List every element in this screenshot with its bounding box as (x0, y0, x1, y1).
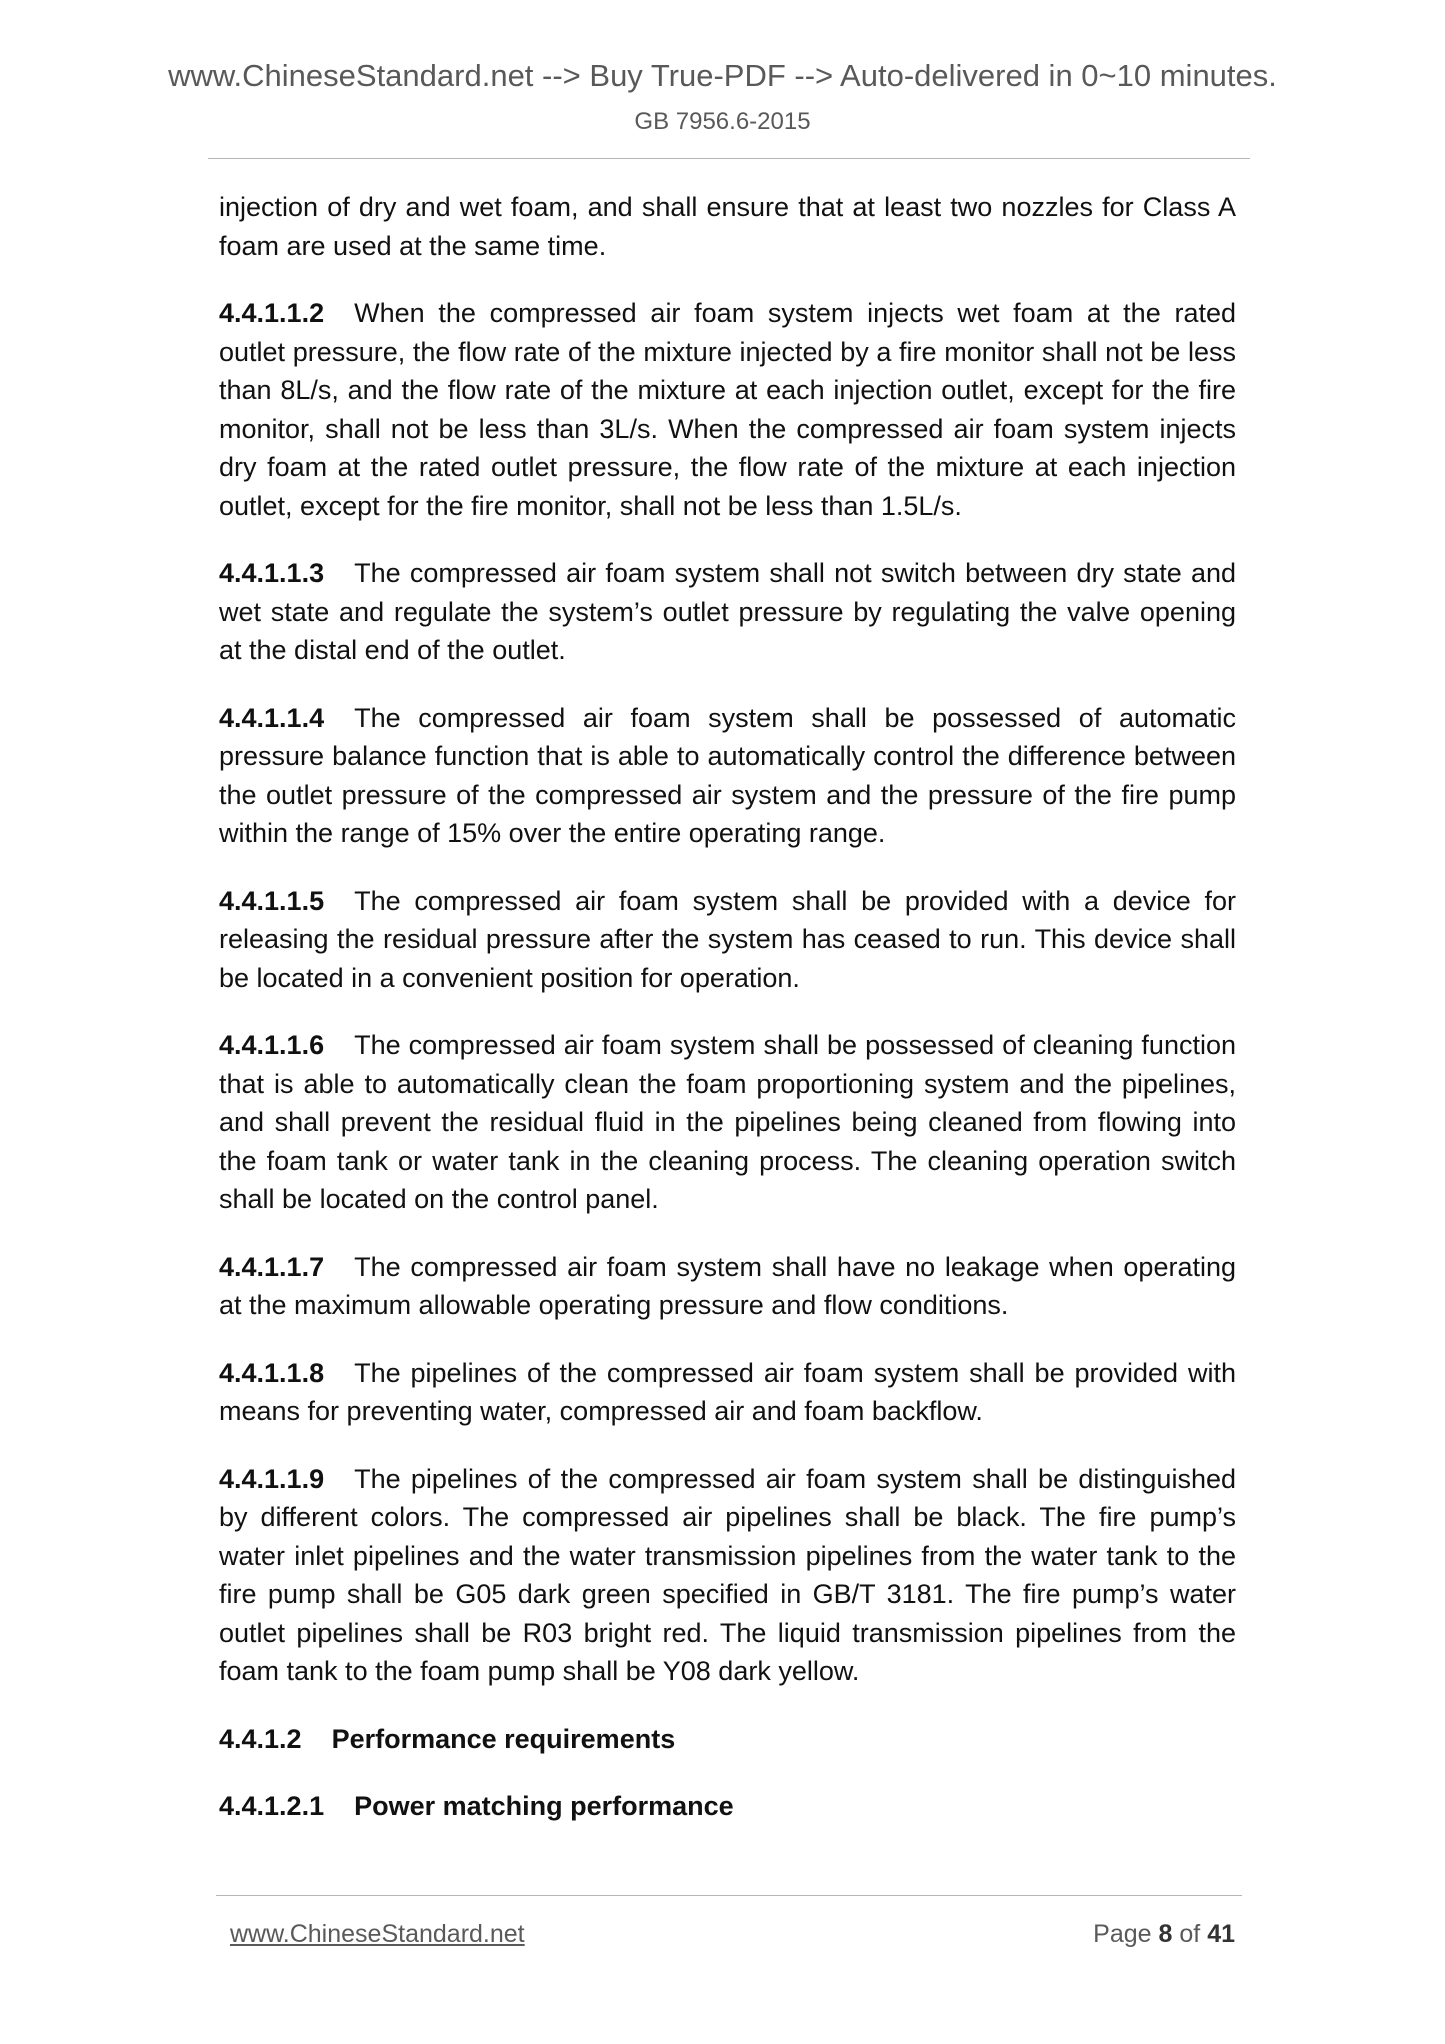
clause-text: The compressed air foam system shall not switch between dry state and wet state and regulate the system’s outlet pressure by regulating the valve opening at the distal end of the outlet. (219, 558, 1236, 665)
page-current: 8 (1158, 1920, 1173, 1948)
section-heading-power-matching (219, 1787, 1236, 1825)
heading-text: Power matching performance (354, 1790, 734, 1821)
footer-website-link[interactable]: www.ChineseStandard.net (230, 1920, 525, 1948)
clause-4-4-1-1-3 (219, 554, 1236, 670)
document-id: GB 7956.6-2015 (634, 108, 811, 135)
header-banner[interactable]: www.ChineseStandard.net --> Buy True-PDF --> Auto-delivered in 0~10 minutes. (168, 58, 1277, 93)
page-of: of (1179, 1920, 1201, 1948)
heading-number: 4.4.1.2 (219, 1723, 302, 1754)
clause-text: The pipelines of the compressed air foam system shall be provided with means for preventing water, compressed air and foam backflow. (219, 1357, 1236, 1426)
clause-number: 4.4.1.1.8 (219, 1357, 325, 1388)
section-heading-performance (219, 1720, 1236, 1758)
clause-text: The compressed air foam system shall have no leakage when operating at the maximum allowable operating pressure and flow conditions. (219, 1251, 1236, 1320)
clause-4-4-1-1-4 (219, 699, 1236, 853)
clause-4-4-1-1-6 (219, 1026, 1236, 1219)
page-indicator (1093, 1920, 1235, 1949)
clause-text: When the compressed air foam system injects wet foam at the rated outlet pressure, the flow rate of the mixture injected by a fire monitor shall not be less than 8L/s, and the flow rate of the mixture at each injection outlet, except for the fire monitor, shall not be less than 3L/s. When the compressed air foam system injects dry foam at the rated outlet pressure, the flow rate of the mixture at each injection outlet, except for the fire monitor, shall not be less than 1.5L/s. (219, 298, 1236, 521)
clause-4-4-1-1-5 (219, 882, 1236, 998)
page-label: Page (1093, 1920, 1152, 1948)
clause-number: 4.4.1.1.3 (219, 558, 325, 588)
clause-4-4-1-1-2 (219, 294, 1236, 525)
clause-text: The compressed air foam system shall be possessed of automatic pressure balance function that is able to automatically control the difference between the outlet pressure of the compressed air system and the pressure of the fire pump within the range of 15% over the entire operating range. (219, 702, 1236, 848)
clause-number: 4.4.1.1.9 (219, 1463, 325, 1494)
clause-text: The pipelines of the compressed air foam system shall be distinguished by different colors. The compressed air pipelines shall be black. The fire pump’s water inlet pipelines and the water transmission pipelines from the water tank to the fire pump shall be G05 dark green specified in GB/T 3181. The fire pump’s water outlet pipelines shall be R03 bright red. The liquid transmission pipelines from the foam tank to the foam pump shall be Y08 dark yellow. (219, 1463, 1236, 1686)
clause-number: 4.4.1.1.7 (219, 1251, 325, 1282)
clause-text: The compressed air foam system shall be possessed of cleaning function that is able to automatically clean the foam proportioning system and the pipelines, and shall prevent the residual fluid in the pipelines being cleaned from flowing into the foam tank or water tank in the cleaning process. The cleaning operation switch shall be located on the control panel. (219, 1030, 1236, 1214)
clause-4-4-1-1-9 (219, 1460, 1236, 1691)
clause-number: 4.4.1.1.5 (219, 885, 325, 916)
header-divider (208, 158, 1250, 159)
clause-text: The compressed air foam system shall be provided with a device for releasing the residual pressure after the system has ceased to run. This device shall be located in a convenient position for operation. (219, 885, 1236, 993)
intro-paragraph: injection of dry and wet foam, and shall ensure that at least two nozzles for Class A foam are used at the same time. (219, 192, 1236, 261)
footer-divider (216, 1895, 1242, 1896)
clause-number: 4.4.1.1.4 (219, 702, 325, 733)
heading-number: 4.4.1.2.1 (219, 1790, 325, 1821)
heading-text: Performance requirements (331, 1723, 676, 1754)
clause-number: 4.4.1.1.6 (219, 1030, 325, 1060)
clause-4-4-1-1-7 (219, 1248, 1236, 1325)
clause-4-4-1-1-8 (219, 1354, 1236, 1431)
clause-number: 4.4.1.1.2 (219, 298, 325, 328)
page-body (219, 188, 1236, 1854)
page-total: 41 (1207, 1920, 1235, 1948)
